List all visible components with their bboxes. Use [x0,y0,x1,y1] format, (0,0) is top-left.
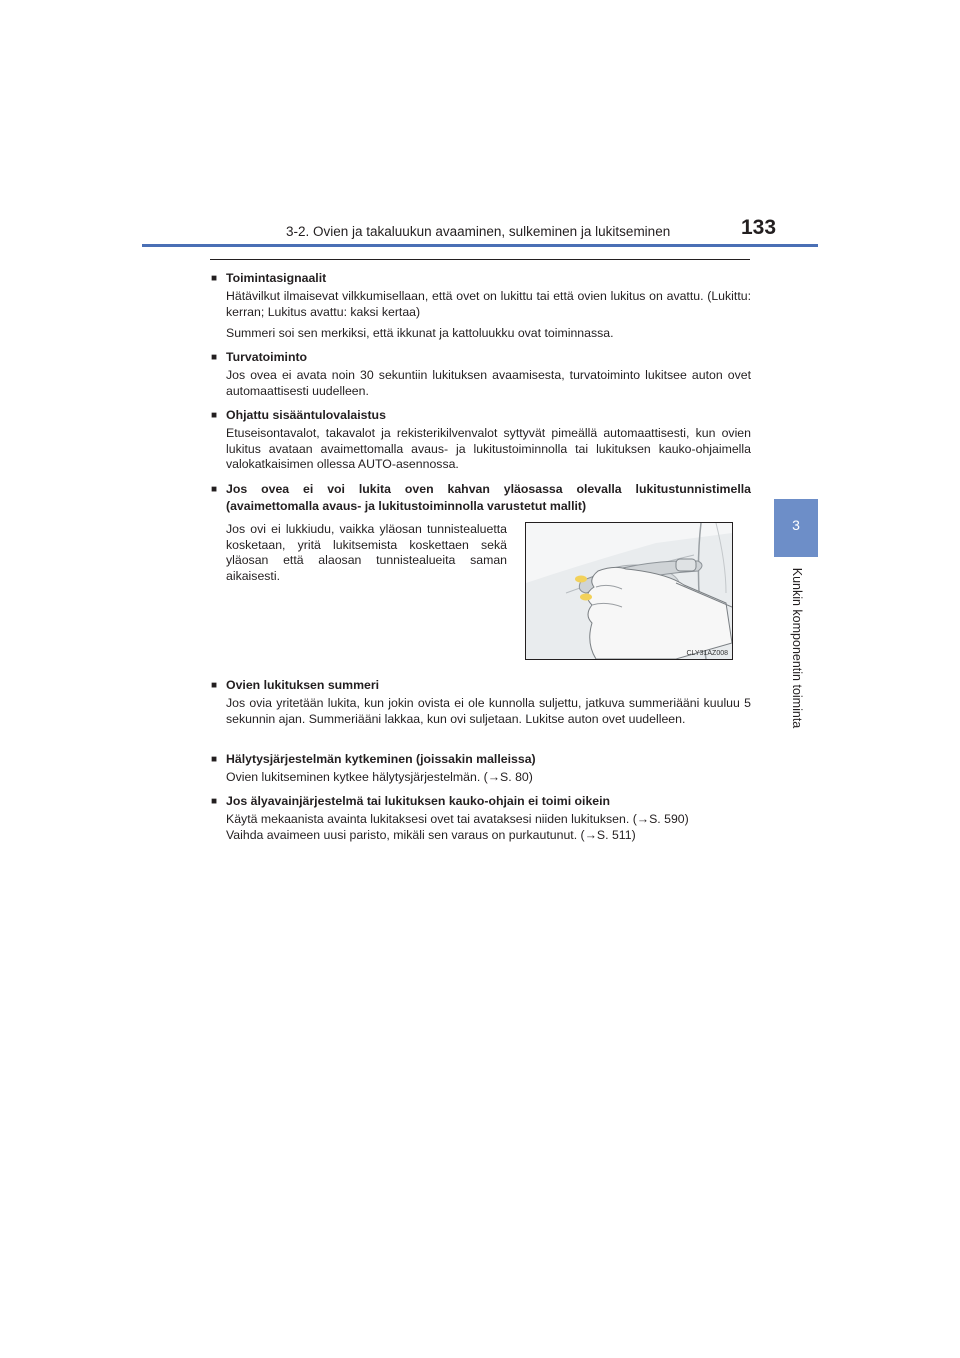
header-title: 3-2. Ovien ja takaluukun avaaminen, sulkeminen ja lukitseminen [286,224,671,239]
page-number: 133 [741,216,777,239]
section-turvatoiminto [211,349,751,399]
door-handle-illustration [525,522,733,660]
section-title: Jos ovea ei voi lukita oven kahvan yläosassa olevalla lukitustunnistimella (avaimettomalla avaus- ja lukitustoiminnolla varustetut mallit) [226,482,751,513]
bullet-square-icon: ■ [211,273,218,284]
section-lukitustunnistin [211,481,751,515]
section-title: Ohjattu sisääntulovalaistus [226,408,386,422]
paragraph: Vaihda avaimeen uusi paristo, mikäli sen varaus on purkautunut. (→S. 511) [226,827,636,842]
section-title: Toimintasignaalit [226,271,327,285]
chapter-tab [774,499,818,557]
section-title: Hälytysjärjestelmän kytkeminen (joissakin malleissa) [226,752,536,766]
content-rule [210,259,750,260]
paragraph: Jos ovi ei lukkiudu, vaikka yläosan tunnistealuetta kosketaan, yritä lukitsemista koskettaen sekä yläosan että alaosan tunnistealueita saman aikaisesti. [226,522,507,583]
paragraph: Summeri soi sen merkiksi, että ikkunat ja kattoluukku ovat toiminnassa. [226,326,614,340]
section-halytysjarjestelma [211,751,751,786]
section-summeri [211,677,751,727]
figure-code: CLY31AZ008 [686,650,728,657]
section-title: Turvatoiminto [226,350,308,364]
bullet-square-icon: ■ [211,680,218,691]
section-title: Jos älyavainjärjestelmä tai lukituksen kauko-ohjain ei toimi oikein [226,794,611,808]
paragraph: Jos ovea ei avata noin 30 sekuntiin lukituksen avaamisesta, turvatoiminto lukitsee auton ovet automaattisesti uudelleen. [226,368,751,398]
bullet-square-icon: ■ [211,352,218,363]
paragraph: Käytä mekaanista avainta lukitaksesi ovet tai avataksesi niiden lukituksen. (→S. 590) [226,812,689,826]
bullet-square-icon: ■ [211,484,218,495]
bullet-square-icon: ■ [211,754,218,765]
section-alyavain [211,793,751,843]
paragraph: Hätävilkut ilmaisevat vilkkumisellaan, että ovet on lukittu tai että ovien lukitus on avattu. (Lukittu: kerran; Lukitus avattu: kaksi kertaa) [226,289,751,319]
section-title: Ovien lukituksen summeri [226,678,380,692]
header-rule [142,244,818,247]
page-header [0,214,818,244]
section-sisaantulovalaistus [211,407,751,473]
chapter-label: Kunkin komponentin toiminta [790,567,804,729]
paragraph: Etuseisontavalot, takavalot ja rekisterikilvenvalot syttyvät pimeällä automaattisesti, kun ovien lukitus avataan avaimettomalla avaus- ja lukitustoiminnolla tai lukituksen kauko-ohjaimella valokatkaisimen ollessa AUTO-asennossa. [226,426,751,471]
paragraph: Jos ovia yritetään lukita, kun jokin ovista ei ole kunnolla suljettu, jatkuva summeriääni kuuluu 5 sekunnin ajan. Summeriääni lakkaa, kun ovi suljetaan. Lukitse auton ovet uudelleen. [226,696,751,726]
bullet-square-icon: ■ [211,796,218,807]
hand-touching-handle-image [526,523,732,659]
bullet-square-icon: ■ [211,410,218,421]
chapter-number: 3 [792,517,800,533]
paragraph: Ovien lukitseminen kytkee hälytysjärjestelmän. (→S. 80) [226,770,533,784]
section-toimintasignaalit [211,270,751,342]
